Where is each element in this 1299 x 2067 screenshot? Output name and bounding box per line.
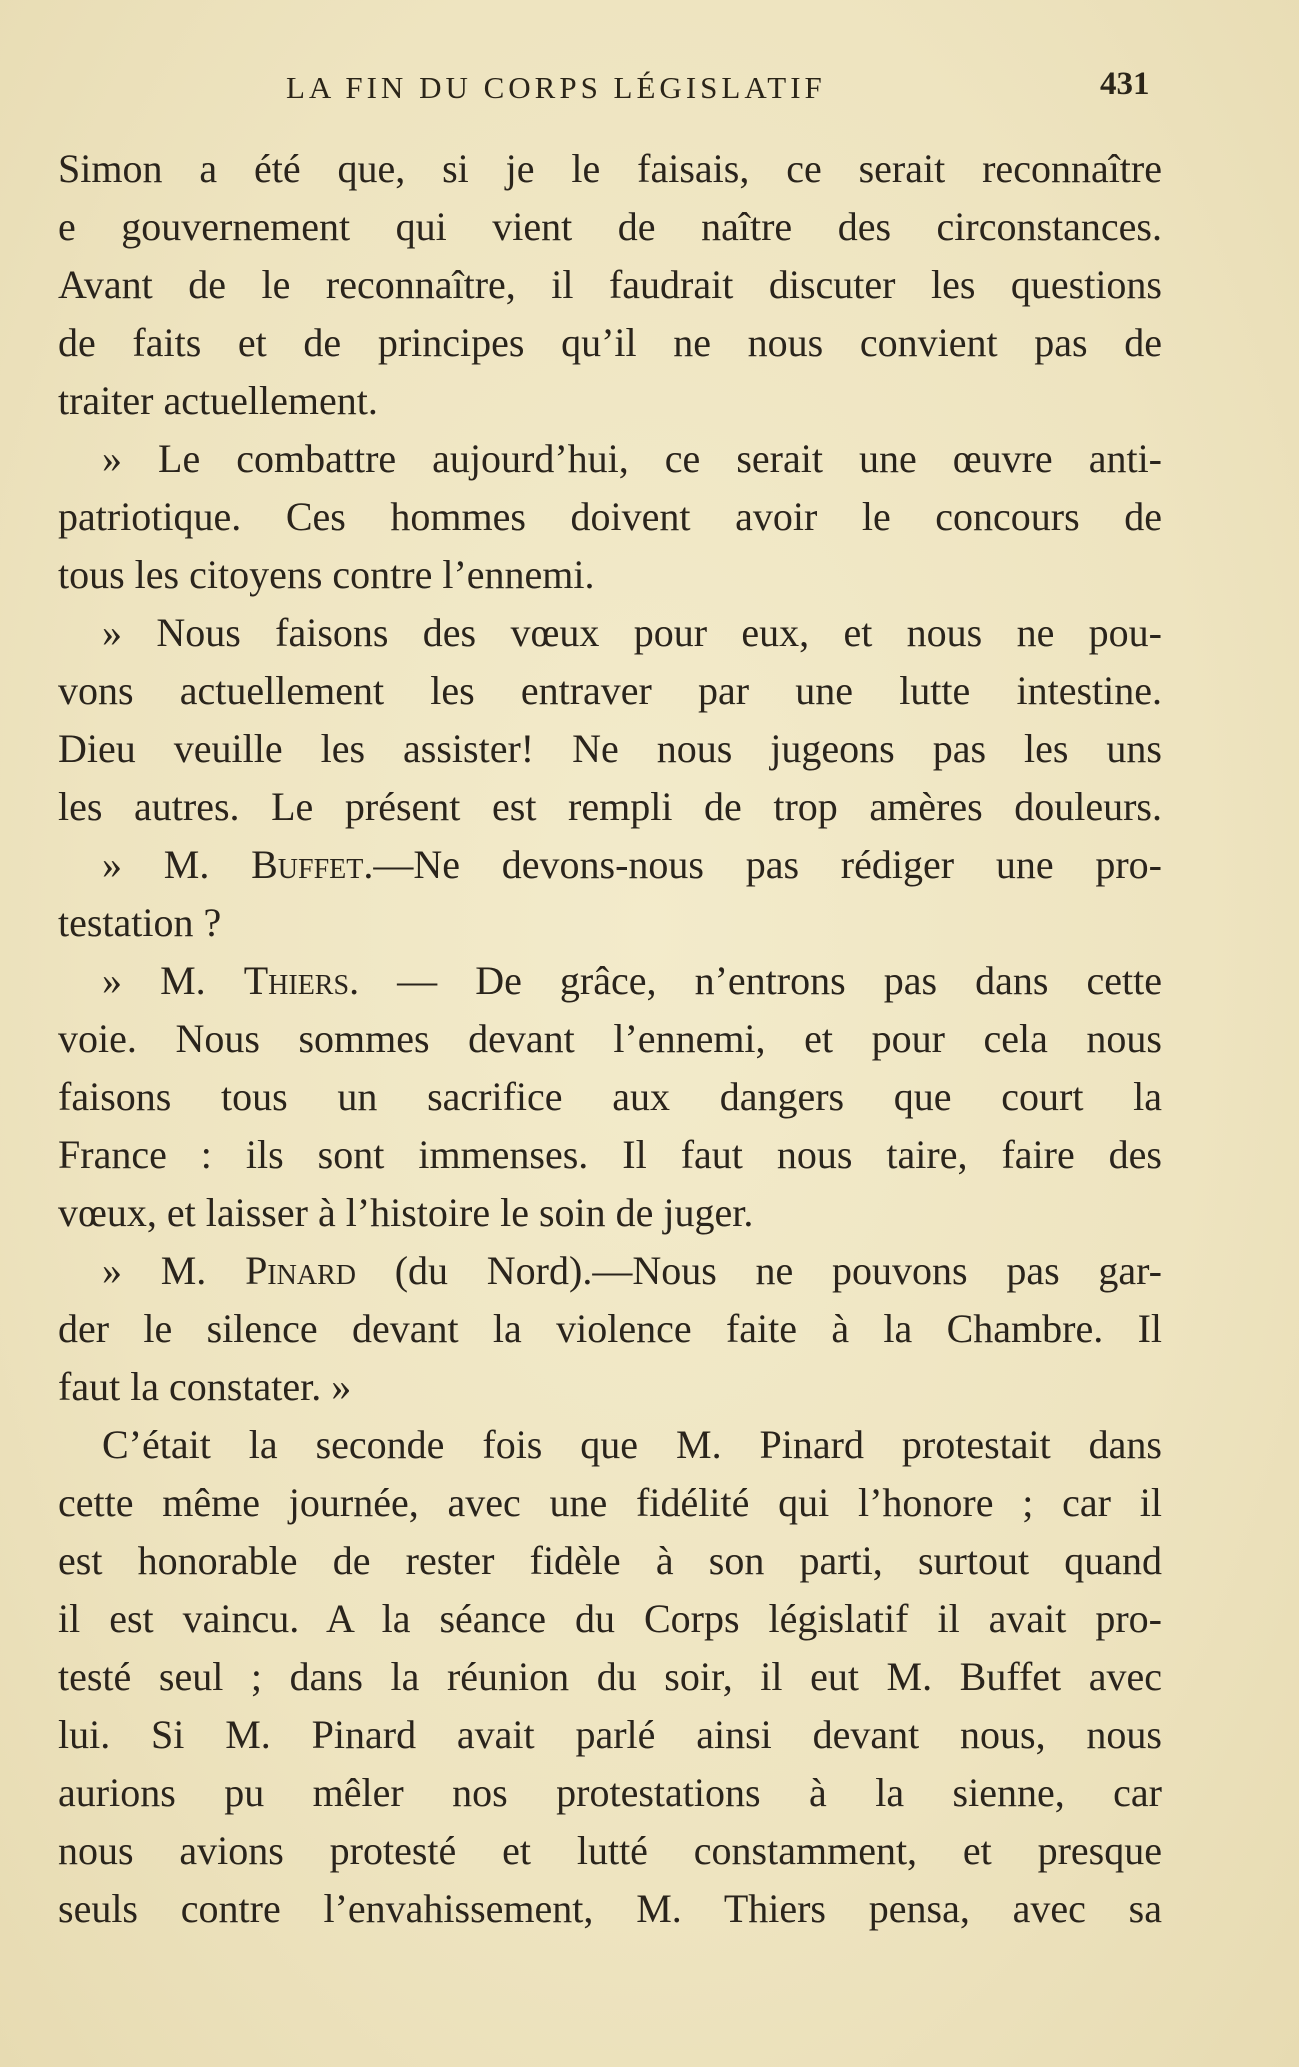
speech-text: (du Nord).—Nous ne pouvons pas gar-	[355, 1248, 1162, 1293]
text-line: testé seul ; dans la réunion du soir, il eut M. Buffet avec	[58, 1654, 1162, 1699]
text-line: lui. Si M. Pinard avait parlé ainsi devant nous, nous	[58, 1712, 1162, 1757]
text-line: faisons tous un sacrifice aux dangers que court la	[58, 1074, 1162, 1119]
quote-mark-prefix: » M.	[102, 1248, 246, 1293]
text-line: tous les citoyens contre l’ennemi.	[58, 552, 595, 597]
dialogue-line	[58, 836, 1162, 894]
quote-mark-prefix: » M.	[102, 958, 244, 1003]
text-line: il est vaincu. A la séance du Corps législatif il avait pro-	[58, 1596, 1162, 1641]
text-line: testation ?	[58, 900, 222, 945]
running-title: LA FIN DU CORPS LÉGISLATIF	[286, 70, 826, 105]
text-line: seuls contre l’envahissement, M. Thiers pensa, avec sa	[58, 1886, 1162, 1931]
text-line: » Le combattre aujourd’hui, ce serait une œuvre anti-	[102, 436, 1162, 481]
quote-mark-prefix: » M.	[102, 842, 252, 887]
text-line: cette même journée, avec une fidélité qui l’honore ; car il	[58, 1480, 1162, 1525]
text-line: les autres. Le présent est rempli de trop amères douleurs.	[58, 784, 1162, 829]
text-line: aurions pu mêler nos protestations à la sienne, car	[58, 1770, 1162, 1815]
page-number: 431	[1100, 66, 1150, 102]
speech-text: .—Ne devons-nous pas rédiger une pro-	[363, 842, 1162, 887]
text-line: France : ils sont immenses. Il faut nous taire, faire des	[58, 1132, 1162, 1177]
text-line: C’était la seconde fois que M. Pinard protestait dans	[102, 1422, 1162, 1467]
text-line: est honorable de rester fidèle à son parti, surtout quand	[58, 1538, 1162, 1583]
text-line: e gouvernement qui vient de naître des circonstances.	[58, 204, 1162, 249]
dialogue-line	[58, 1242, 1162, 1300]
speaker-name: Buffet	[251, 842, 364, 887]
text-line: Simon a été que, si je le faisais, ce serait reconnaître	[58, 146, 1162, 191]
text-line: Avant de le reconnaître, il faudrait discuter les questions	[58, 262, 1162, 307]
text-line: patriotique. Ces hommes doivent avoir le concours de	[58, 494, 1162, 539]
text-line: de faits et de principes qu’il ne nous convient pas de	[58, 320, 1162, 365]
dialogue-line	[58, 952, 1162, 1010]
text-line: faut la constater. »	[58, 1364, 352, 1409]
speaker-name: Thiers	[243, 958, 350, 1003]
text-line: vons actuellement les entraver par une lutte intestine.	[58, 668, 1162, 713]
speaker-name: Pinard	[245, 1248, 356, 1293]
text-line: Dieu veuille les assister! Ne nous jugeons pas les uns	[58, 726, 1162, 771]
speech-text: . — De grâce, n’entrons pas dans cette	[349, 958, 1162, 1003]
text-line: nous avions protesté et lutté constamment, et presque	[58, 1828, 1162, 1873]
text-line: der le silence devant la violence faite à la Chambre. Il	[58, 1306, 1162, 1351]
running-head	[0, 62, 1299, 122]
text-line: » Nous faisons des vœux pour eux, et nous ne pou-	[102, 610, 1162, 655]
text-line: vœux, et laisser à l’histoire le soin de juger.	[58, 1190, 754, 1235]
text-line: traiter actuellement.	[58, 378, 378, 423]
text-line: voie. Nous sommes devant l’ennemi, et pour cela nous	[58, 1016, 1162, 1061]
body-text	[58, 140, 1162, 1938]
